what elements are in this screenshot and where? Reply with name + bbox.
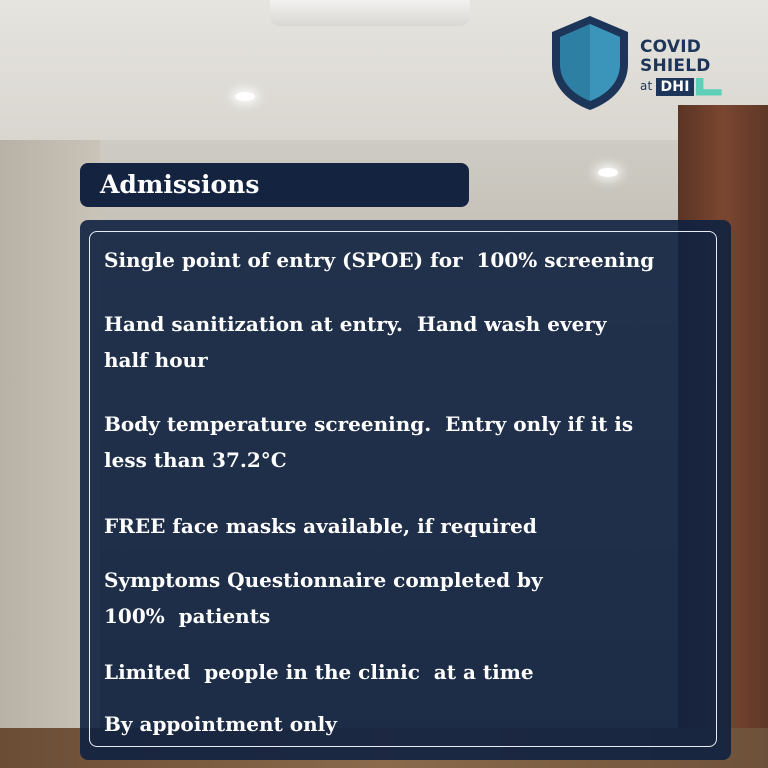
ceiling-light bbox=[598, 168, 618, 177]
air-conditioner bbox=[270, 0, 470, 26]
info-panel-border bbox=[89, 231, 717, 747]
section-title: Admissions bbox=[100, 170, 260, 199]
logo-brand: DHI bbox=[656, 78, 693, 96]
info-panel bbox=[80, 220, 731, 760]
logo-at: at bbox=[640, 79, 653, 93]
section-title-tab bbox=[80, 163, 469, 207]
list-item: Body temperature screening. Entry only if it is less than 37.2°C bbox=[104, 412, 634, 472]
shield-icon bbox=[548, 14, 632, 112]
covid-shield-logo bbox=[548, 14, 728, 112]
list-item: Single point of entry (SPOE) for 100% screening bbox=[104, 248, 655, 272]
list-item: FREE face masks available, if required bbox=[104, 514, 537, 538]
logo-brand-mark bbox=[696, 78, 722, 96]
list-item: Hand sanitization at entry. Hand wash every half hour bbox=[104, 312, 607, 372]
list-item: Symptoms Questionnaire completed by 100% patients bbox=[104, 568, 543, 628]
list-item: By appointment only bbox=[104, 712, 337, 736]
ceiling-light bbox=[235, 92, 255, 101]
list-item: Limited people in the clinic at a time bbox=[104, 660, 534, 684]
logo-brand-row bbox=[640, 77, 722, 96]
logo-text bbox=[640, 38, 722, 96]
logo-line-2: SHIELD bbox=[640, 56, 711, 76]
logo-line-1: COVID bbox=[640, 37, 702, 57]
